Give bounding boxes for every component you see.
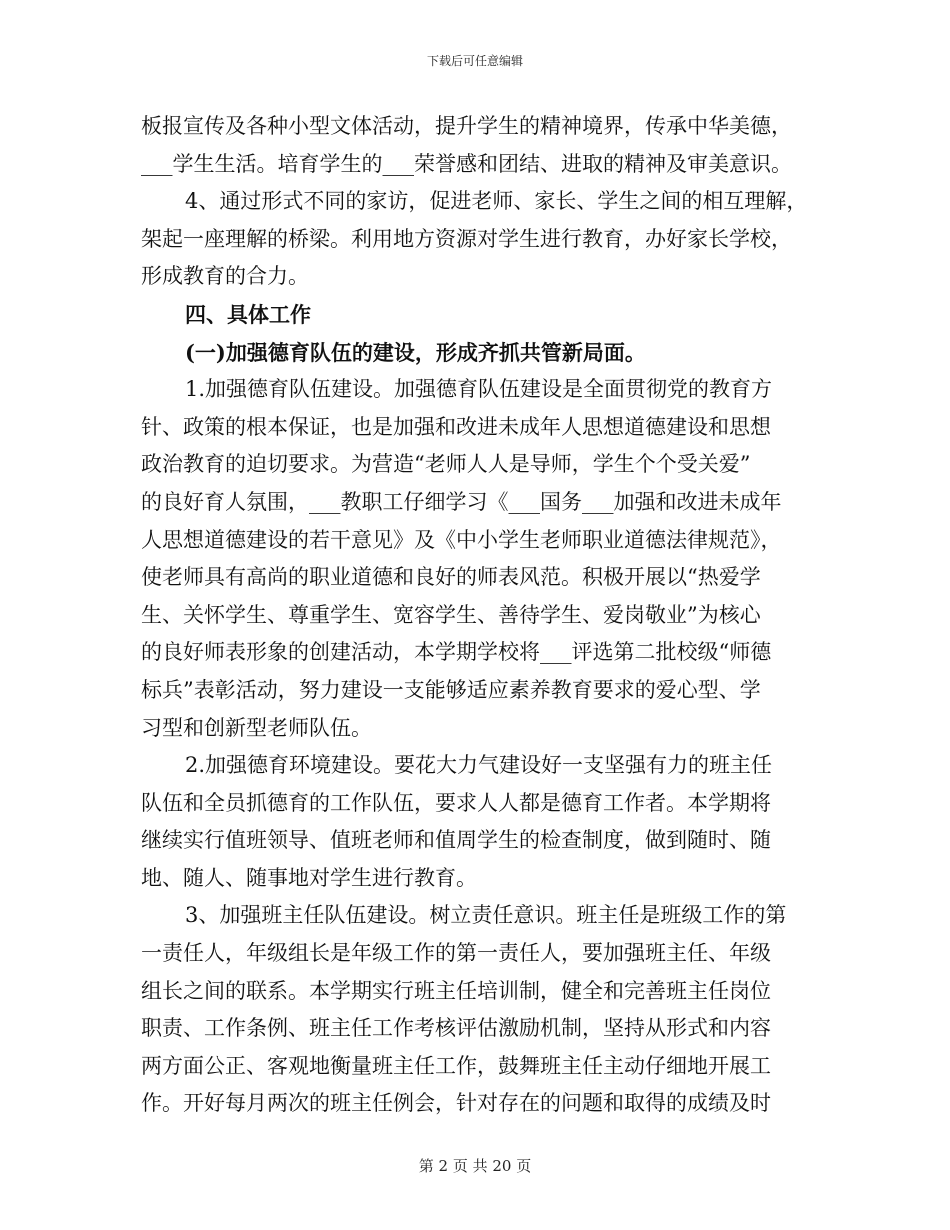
text-line: 职责、工作条例、班主任工作考核评估激励机制，坚持从形式和内容	[141, 1016, 771, 1041]
text-line: 使老师具有高尚的职业道德和良好的师表风范。积极开展以“热爱学	[141, 565, 761, 590]
text-line: 架起一座理解的桥梁。利用地方资源对学生进行教育，办好家长学校，	[141, 226, 792, 251]
text-line: 形成教育的合力。	[141, 264, 309, 289]
text-line: 地、随人、随事地对学生进行教育。	[141, 865, 477, 890]
text-line: 的良好育人氛围，___教职工仔细学习《___国务___加强和改进未成年	[141, 489, 782, 514]
text-line: 人思想道德建设的若干意见》及《中小学生老师职业道德法律规范》，	[141, 527, 782, 552]
text-line: 继续实行值班领导、值班老师和值周学生的检查制度，做到随时、随	[141, 828, 771, 853]
section-heading-line: 四、具体工作	[185, 301, 311, 327]
page-header: 下载后可任意编辑	[426, 54, 523, 68]
text-line: 针、政策的根本保证，也是加强和改进未成年人思想道德建设和思想	[141, 414, 771, 439]
text-line: 队伍和全员抓德育的工作队伍，要求人人都是德育工作者。本学期将	[141, 790, 771, 815]
text-line: 生、关怀学生、尊重学生、宽容学生、善待学生、爱岗敬业”为核心	[141, 602, 761, 627]
text-line: 1.加强德育队伍建设。加强德育队伍建设是全面贯彻党的教育方	[185, 377, 773, 402]
section-heading-line: (一)加强德育队伍的建设，形成齐抓共管新局面。	[185, 339, 646, 365]
text-line: 的良好师表形象的创建活动，本学期学校将___评选第二批校级“师德	[141, 640, 772, 665]
text-line: 习型和创新型老师队伍。	[141, 715, 372, 740]
text-line: 两方面公正、客观地衡量班主任工作，鼓舞班主任主动仔细地开展工	[141, 1053, 771, 1078]
document-body	[141, 108, 821, 1123]
text-line: 标兵”表彰活动，努力建设一支能够适应素养教育要求的爱心型、学	[141, 677, 761, 702]
text-line: 4、通过形式不同的家访，促进老师、家长、学生之间的相互理解，	[185, 189, 808, 214]
text-line: 板报宣传及各种小型文体活动，提升学生的精神境界，传承中华美德，	[141, 114, 792, 138]
text-line: ___学生生活。培育学生的___荣誉感和团结、进取的精神及审美意识。	[141, 151, 792, 176]
text-line: 组长之间的联系。本学期实行班主任培训制，健全和完善班主任岗位	[141, 978, 771, 1003]
text-line: 2.加强德育环境建设。要花大力气建设好一支坚强有力的班主任	[185, 753, 773, 778]
page-footer: 第 2 页 共 20 页	[418, 1157, 532, 1175]
text-line: 作。开好每月两次的班主任例会，针对存在的问题和取得的成绩及时	[141, 1091, 771, 1116]
text-line: 3、加强班主任队伍建设。树立责任意识。班主任是班级工作的第	[185, 903, 787, 928]
text-line: 一责任人，年级组长是年级工作的第一责任人，要加强班主任、年级	[141, 941, 771, 966]
text-line: 政治教育的迫切要求。为营造“老师人人是导师，学生个个受关爱”	[141, 452, 751, 477]
